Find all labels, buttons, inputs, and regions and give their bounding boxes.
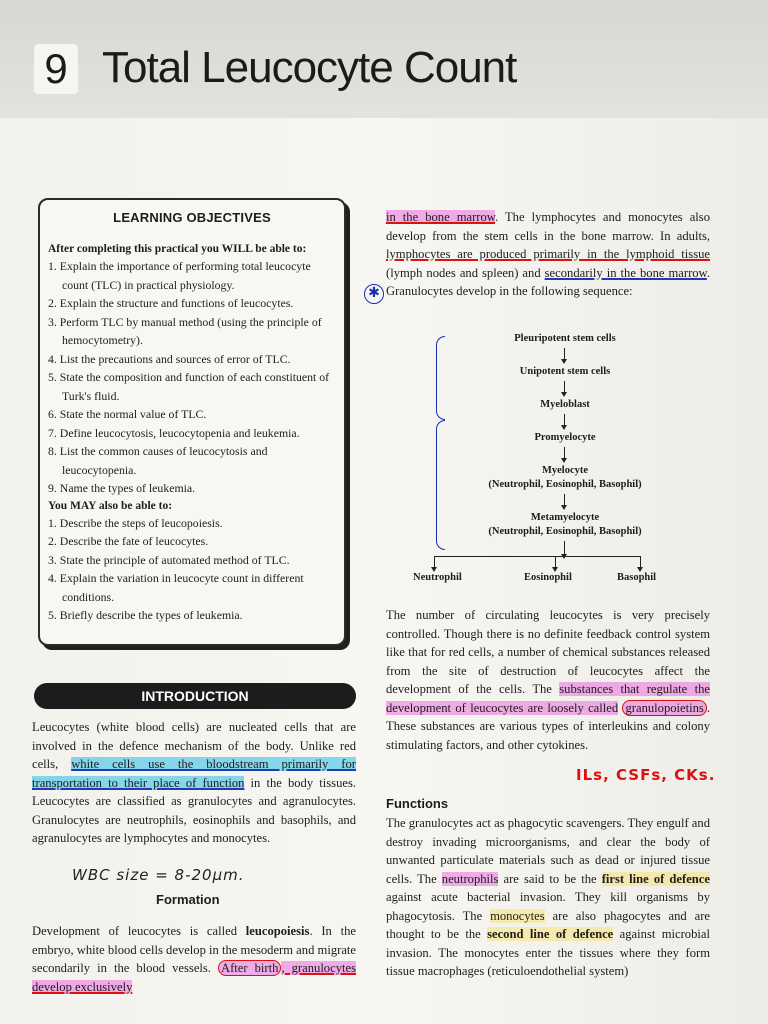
- learning-objectives-box: [38, 198, 346, 646]
- lymphoid-underline: lymphocytes are produced primarily in the lymphoid tissue: [386, 247, 710, 261]
- secondary-marrow-underline: secondarily in the bone marrow: [544, 265, 707, 280]
- objective-item: 2. Describe the fate of leucocytes.: [48, 534, 209, 548]
- formation-text: Development of leucocytes is called: [32, 924, 246, 938]
- objective-item: 3. State the principle of automated method of TLC.: [48, 552, 290, 567]
- objective-item: 2. Explain the structure and functions of leucocytes.: [48, 296, 294, 310]
- chapter-number: 9: [34, 44, 78, 94]
- term-second-line: second line of defence: [487, 927, 614, 941]
- marrow-text: . The lymphocytes and monocytes also develop from the stem cells in the bone marrow. In adults,: [386, 210, 710, 243]
- handwritten-note-wbc-size: WBC size = 8-20µm.: [72, 866, 245, 884]
- objective-item: 9. Name the types of leukemia.: [48, 481, 196, 495]
- objective-item: 6. State the normal value of TLC.: [48, 407, 207, 421]
- marrow-paragraph: [386, 208, 710, 301]
- objective-item: 7. Define leucocytosis, leucocytopenia and leukemia.: [48, 425, 300, 440]
- objectives-may-intro: You MAY also be able to:: [48, 499, 173, 512]
- circled-after-birth: After birth: [218, 960, 281, 976]
- functions-heading: Functions: [386, 796, 449, 811]
- introduction-paragraph: [32, 718, 356, 848]
- flow-node: Metamyelocyte: [530, 512, 600, 523]
- intro-text: Leucocytes (white blood cells) are nucleated cells that are involved in the defence mechanism of the body. Unlike red cells,: [32, 720, 356, 771]
- flow-arrow: [640, 556, 641, 568]
- objectives-heading: LEARNING OBJECTIVES: [113, 210, 271, 225]
- introduction-heading: INTRODUCTION: [34, 683, 356, 709]
- flow-arrow: [564, 348, 565, 360]
- star-annotation-icon: ✱: [364, 284, 384, 304]
- flow-arrow: [555, 556, 556, 568]
- term-monocytes: monocytes: [490, 908, 545, 923]
- flow-arrow: [564, 447, 565, 459]
- flow-final-neutrophil: Neutrophil: [413, 572, 462, 583]
- flow-arrow: [564, 494, 565, 506]
- marrow-highlight: in the bone marrow: [386, 210, 496, 224]
- functions-paragraph: [386, 814, 710, 981]
- functions-text: are said to be the: [498, 871, 602, 886]
- flow-node: Promyelocyte: [534, 432, 596, 443]
- marrow-text: (lymph nodes and spleen) and: [386, 265, 545, 280]
- term-first-line: first line of defence: [601, 871, 710, 886]
- flow-node: (Neutrophil, Eosinophil, Basophil): [488, 479, 642, 490]
- formation-paragraph: [32, 922, 356, 996]
- functions-text: The granulocytes act as phagocytic scavengers. They engulf and destroy invading microorganisms, and clear the body of unwanted particulate materials such as dead or injured tissue cells. The: [386, 816, 710, 886]
- functions-text: against microbial invasion. The monocytes enter the tissues where they form tissue macrophages (reticuloendothelial system): [386, 927, 710, 978]
- flow-node: Myeloblast: [540, 399, 590, 410]
- objective-item: 8. List the common causes of leucocytosis and leucocytopenia.: [48, 444, 268, 477]
- objective-item: 1. Explain the importance of performing total leucocyte count (TLC) in practical physiology.: [48, 259, 311, 292]
- granulopoiesis-flow-diagram: [440, 330, 690, 590]
- objective-item: 1. Describe the steps of leucopoiesis.: [48, 515, 223, 530]
- regulation-paragraph: [386, 606, 710, 754]
- flow-final-eosinophil: Eosinophil: [524, 572, 572, 583]
- functions-text: are also phagocytes and are thought to be the: [386, 908, 710, 941]
- flow-arrow: [564, 541, 565, 555]
- chapter-title: Total Leucocyte Count: [102, 43, 517, 92]
- marrow-text: . Granulocytes develop in the following sequence:: [386, 265, 710, 298]
- regulation-text: The number of circulating leucocytes is very precisely controlled. Though there is no definite feedback control system like that for red cells, a number of chemical substances released from the site of destruction of leucocytes affect the development of the cells. The: [386, 608, 710, 696]
- flow-node: Myelocyte: [541, 465, 589, 476]
- objectives-may-list: [48, 514, 336, 625]
- objectives-will-intro: After completing this practical you WILL be able to:: [48, 243, 307, 255]
- intro-highlight: white cells use the bloodstream primarily for transportation to their place of function: [32, 757, 356, 790]
- term-neutrophils: neutrophils: [441, 871, 499, 886]
- formation-highlight: , granulocytes develop exclusively: [32, 961, 356, 994]
- formation-text: . In the embryo, white blood cells develop in the mesoderm and migrate secondarily in the blood vessels.: [32, 924, 356, 975]
- flow-arrow: [434, 556, 435, 568]
- flow-arrow: [564, 414, 565, 426]
- objective-item: 5. Briefly describe the types of leukemia.: [48, 608, 243, 622]
- term-leucopoiesis: leucopoiesis: [245, 924, 310, 938]
- functions-text: against acute bacterial invasion. They kill organisms by phagocytosis. The: [386, 890, 710, 923]
- flow-node: Pleuripotent stem cells: [514, 333, 616, 344]
- flow-node: Unipotent stem cells: [519, 366, 611, 377]
- flow-final-basophil: Basophil: [617, 572, 657, 583]
- regulation-highlight: substances that regulate the development of leucocytes are loosely called: [386, 682, 710, 715]
- regulation-text: . These substances are various types of interleukins and colony stimulating factors, and other cytokines.: [386, 700, 710, 752]
- objectives-will-list: [48, 257, 336, 498]
- objective-item: 5. State the composition and function of each constituent of Turk's fluid.: [48, 370, 330, 403]
- circled-granulopoietins: granulopoietins: [622, 700, 706, 716]
- objective-item: 3. Perform TLC by manual method (using the principle of hemocytometry).: [48, 314, 322, 347]
- intro-text: in the body tissues. Leucocytes are classified as granulocytes and agranulocytes. Granulocytes are neutrophils, eosinophils and basophils, and agranulocytes are lymphocytes and monocytes.: [32, 775, 357, 845]
- handwritten-note-cytokines: ILs, CSFs, CKs.: [576, 766, 716, 784]
- objective-item: 4. Explain the variation in leucocyte count in different conditions.: [48, 571, 304, 604]
- objective-item: 4. List the precautions and sources of error of TLC.: [48, 351, 291, 366]
- flow-split-line: [434, 556, 640, 557]
- flow-node: (Neutrophil, Eosinophil, Basophil): [488, 526, 642, 537]
- formation-heading: Formation: [156, 892, 220, 907]
- flow-arrow: [564, 381, 565, 393]
